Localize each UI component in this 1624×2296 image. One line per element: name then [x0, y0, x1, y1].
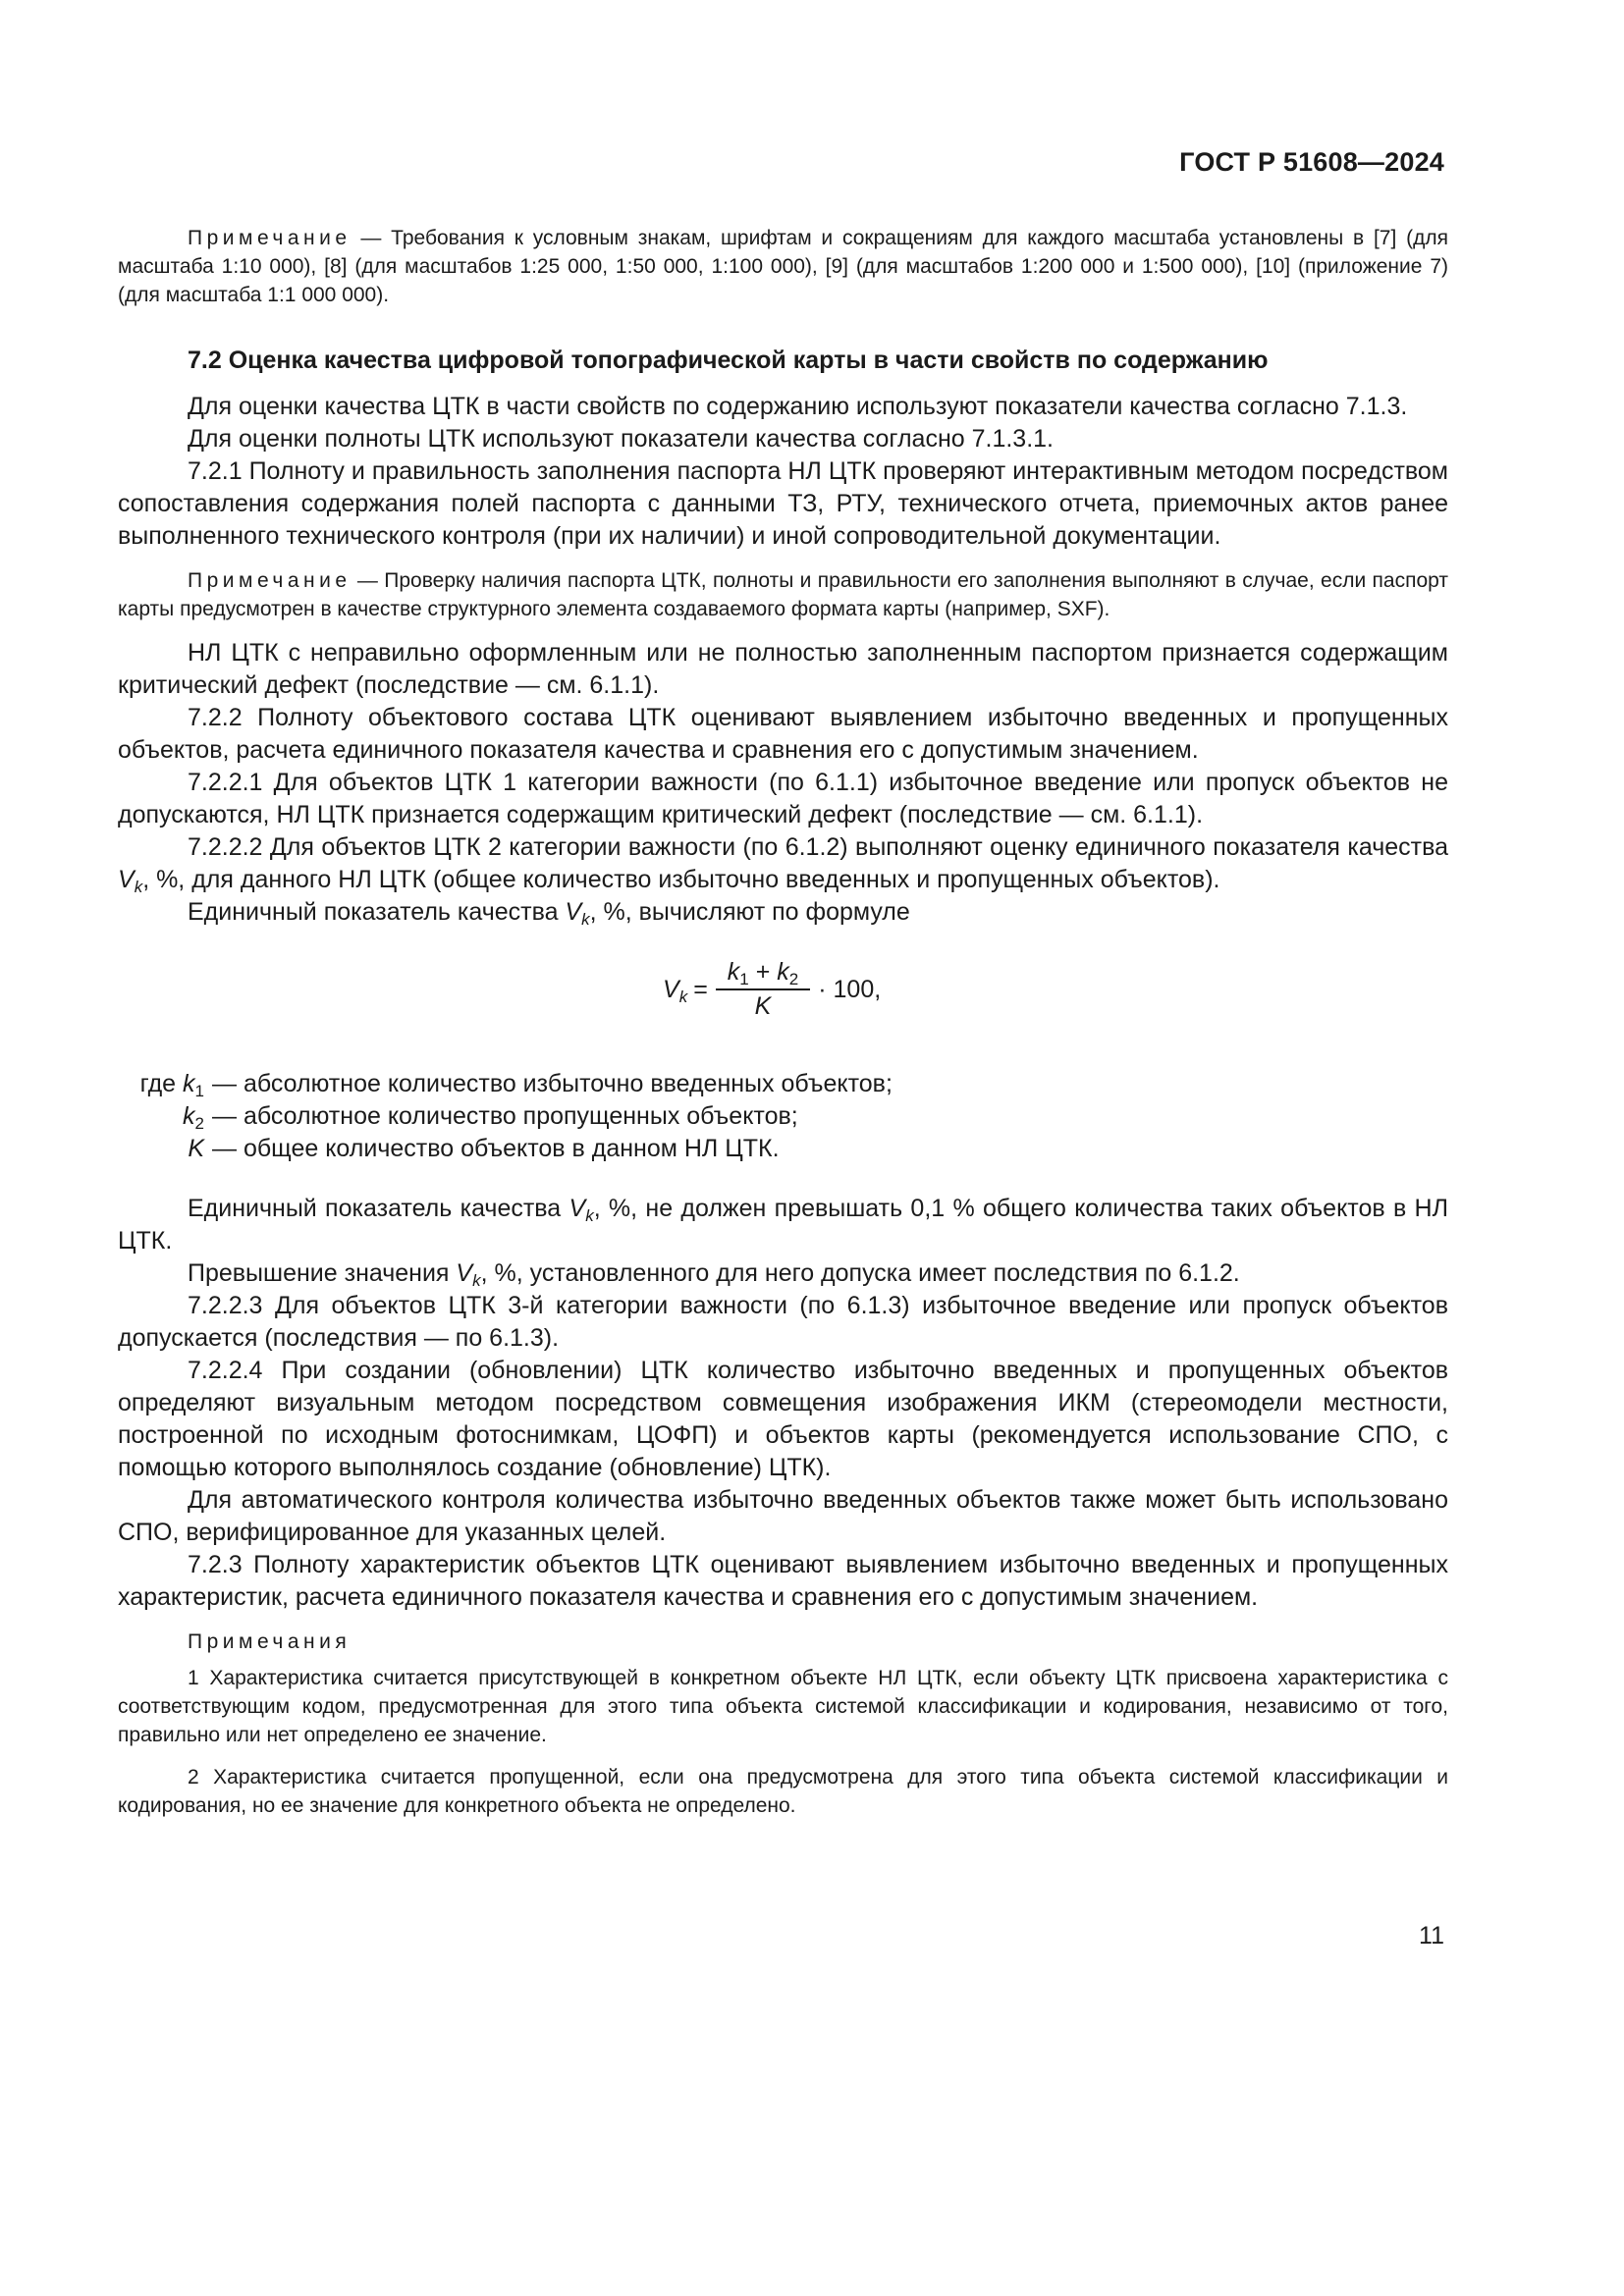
paragraph-7-2-2-3: 7.2.2.3 Для объектов ЦТК 3-й категории важности (по 6.1.3) избыточное введение или пропуск объектов допускается (последствия — по 6.1.3).	[118, 1292, 1448, 1352]
paragraph-7-2-2-2: 7.2.2.2 Для объектов ЦТК 2 категории важности (по 6.1.2) выполняют оценку единичного показателя качества $V_k$, %, для данного НЛ ЦТК (общее количество избыточно введенных и пропущенных объектов).	[118, 833, 1448, 896]
formula-lhs: $V_k$	[663, 975, 688, 1006]
paragraph-7-2-3: 7.2.3 Полноту характеристик объектов ЦТК оценивают выявлением избыточно введенных и пропущенных характеристик, расчета единичного показателя качества и сравнения его с допустимым значением.	[118, 1551, 1448, 1611]
definition-k1: где $k_1$ — абсолютное количество избыточно введенных объектов;	[139, 1070, 893, 1100]
paragraph-limit: Единичный показатель качества $V_k$, %, не должен превышать 0,1 % общего количества таких объектов в НЛ ЦТК.	[118, 1195, 1448, 1255]
formula-multiplier: · 100,	[818, 975, 882, 1003]
formula	[663, 958, 881, 1021]
note-text: — Требования к условным знакам, шрифтам и сокращениям для каждого масштаба установлены в [7] (для масштаба 1:10 000), [8] (для масштабов 1:25 000, 1:50 000, 1:100 000), [9] (для масштабов 1:200 000 и 1:500 000), [10] (приложение 7) (для масштаба 1:1 000 000).	[118, 227, 1448, 306]
paragraph-7-2-2-1: 7.2.2.1 Для объектов ЦТК 1 категории важности (по 6.1.1) избыточное введение или пропуск объектов не допускаются, НЛ ЦТК признается содержащим критический дефект (последствие — см. 6.1.1).	[118, 769, 1448, 828]
note-item-2: 2 Характеристика считается пропущенной, если она предусмотрена для этого типа объекта системой классификации и кодирования, но ее значение для конкретного объекта не определено.	[118, 1766, 1448, 1817]
formula-fraction	[716, 958, 810, 1021]
paragraph: Для оценки полноты ЦТК используют показатели качества согласно 7.1.3.1.	[188, 425, 1055, 453]
section-title: 7.2 Оценка качества цифровой топографической карты в части свойств по содержанию	[188, 347, 1269, 374]
paragraph: Для оценки качества ЦТК в части свойств по содержанию используют показатели качества согласно 7.1.3.	[188, 393, 1408, 420]
paragraph-7-2-1: 7.2.1 Полноту и правильность заполнения паспорта НЛ ЦТК проверяют интерактивным методом посредством сопоставления содержания полей паспорта с данными ТЗ, РТУ, технического отчета, приемочных актов ранее выполненного технического контроля (при их наличии) и иной сопроводительной документации.	[118, 457, 1448, 550]
paragraph: Для автоматического контроля количества избыточно введенных объектов также может быть использовано СПО, верифицированное для указанных целей.	[118, 1486, 1448, 1546]
variable-definitions	[118, 1068, 1448, 1165]
paragraph-exceed: Превышение значения $V_k$, %, установленного для него допуска имеет последствия по 6.1.2.	[188, 1259, 1240, 1290]
notes-title: Примечания	[188, 1630, 352, 1653]
note-text: — Проверку наличия паспорта ЦТК, полноты и правильности его заполнения выполняют в случае, если паспорт карты предусмотрен в качестве структурного элемента создаваемого формата карты (например, SXF).	[118, 569, 1448, 620]
note-label: Примечание	[188, 227, 352, 249]
paragraph-7-2-2: 7.2.2 Полноту объектового состава ЦТК оценивают выявлением избыточно введенных и пропущенных объектов, расчета единичного показателя качества и сравнения его с допустимым значением.	[118, 704, 1448, 764]
definition-k2: $k_2$ — абсолютное количество пропущенных объектов;	[183, 1102, 798, 1133]
formula-denominator: K	[754, 992, 772, 1020]
formula-block	[118, 938, 1448, 1068]
formula-numerator: $k_1 + k_2$	[716, 958, 810, 990]
note-passport	[118, 566, 1448, 623]
document-id: ГОСТ Р 51608—2024	[1179, 147, 1444, 177]
note-label: Примечание	[188, 569, 352, 592]
note-item-1: 1 Характеристика считается присутствующей в конкретном объекте НЛ ЦТК, если объекту ЦТК присвоена характеристика с соответствующим кодом, предусмотренная для этого типа объекта системой классификации и кодирования, независимо от того, правильно или нет определено ее значение.	[118, 1667, 1448, 1746]
page-number: 11	[1419, 1922, 1444, 1949]
paragraph: НЛ ЦТК с неправильно оформленным или не полностью заполненным паспортом признается содержащим критический дефект (последствие — см. 6.1.1).	[118, 639, 1448, 699]
formula-equals: =	[693, 975, 708, 1003]
paragraph-7-2-2-4: 7.2.2.4 При создании (обновлении) ЦТК количество избыточно введенных и пропущенных объектов определяют визуальным методом посредством совмещения изображения ИКМ (стереомодели местности, построенной по исходным фотоснимкам, ЦОФП) и объектов карты (рекомендуется использование СПО, с помощью которого выполнялось создание (обновление) ЦТК).	[118, 1357, 1448, 1481]
note-requirements	[118, 224, 1448, 309]
page-content	[118, 224, 1448, 1834]
paragraph-formula-intro: Единичный показатель качества $V_k$, %, вычисляют по формуле	[188, 898, 910, 929]
definition-K: K — общее количество объектов в данном НЛ ЦТК.	[188, 1135, 780, 1162]
